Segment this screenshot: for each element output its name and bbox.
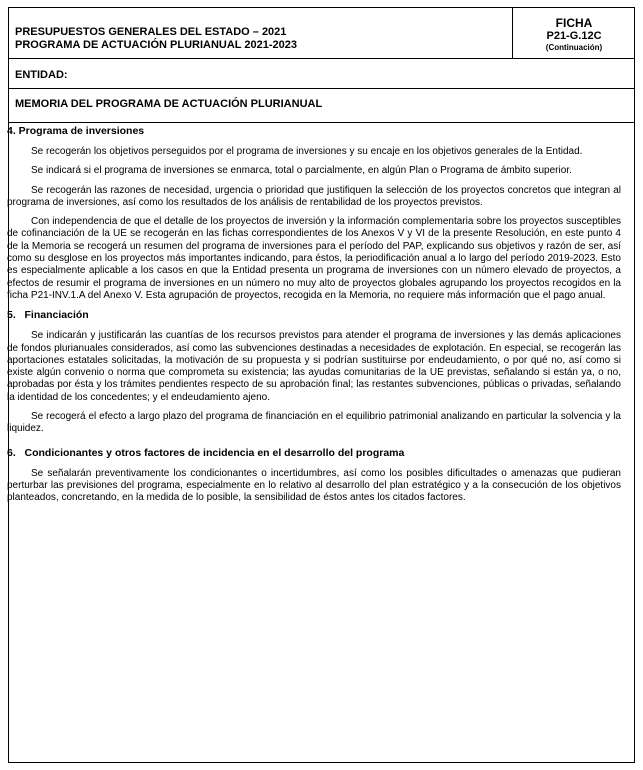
memoria-content bbox=[7, 125, 621, 512]
section-heading-6: 6. Condicionantes y otros factores de incidencia en el desarrollo del programa bbox=[7, 446, 405, 459]
form-header bbox=[9, 8, 634, 59]
section-5-paragraph: Se recogerá el efecto a largo plazo del programa de financiación en el equilibrio patrimonial analizando en particular la solvencia y la liquidez. bbox=[7, 411, 621, 435]
header-title bbox=[15, 26, 297, 52]
section-heading-4: 4. Programa de inversiones bbox=[7, 125, 145, 137]
header-line-1: PRESUPUESTOS GENERALES DEL ESTADO – 2021 bbox=[15, 26, 287, 38]
section-4-paragraph: Se indicará si el programa de inversiones se enmarca, total o parcialmente, en algún Plan o Programa de ámbito superior. bbox=[31, 165, 572, 177]
section-4-paragraph: Con independencia de que el detalle de los proyectos de inversión y la información complementaria sobre los proyectos susceptibles de cofinanciación de la UE se recogerán en las fichas correspondientes de los Anexos V y VI de la presente Resolución, en este punto 4 de la Memoria se recogerá un resumen del programa de inversiones para el período del PAP, explicando sus objetivos y razón de ser, así como su desglose en los proyectos más importantes indicando, para éstos, la periodificación anual a lo largo del período 2019-2023. Esto es especialmente aplicable a los casos en que la Entidad presenta un programa de inversiones con un número elevado de proyectos, a efectos de resumir el programa de inversiones en un número no muy alto de proyectos globales agrupando los proyectos recogidos en la ficha P21-INV.1.A del Anexo V. Esta agrupación de proyectos, recogida en la Memoria, no requiere más información que el pago anual. bbox=[7, 216, 621, 301]
header-line-2: PROGRAMA DE ACTUACIÓN PLURIANUAL 2021-2023 bbox=[15, 39, 297, 51]
section-heading-5: 5. Financiación bbox=[7, 309, 89, 322]
ficha-box bbox=[512, 8, 635, 58]
memoria-row bbox=[9, 88, 634, 123]
section-5-paragraph: Se indicarán y justificarán las cuantías de los recursos previstos para atender el programa de inversiones y las demás aplicaciones de fondos plurianuales considerados, así como las subvenciones destinadas a necesidades de explotación. En especial, se recogerán las aportaciones estatales solicitadas, la motivación de su propuesta y si podrían sustituirse por endeudamiento, o por qué no, así como si existe algún convenio o norma que comprometa su existencia; las ayudas comunitarias de la UE previstas, señalando si están ya, o no, aprobadas por ésta y los trámites pendientes respecto de su aprobación final; las restantes subvenciones, públicas o privadas, señalando la identidad de los concedentes; y el endeudamiento ajeno. bbox=[7, 330, 621, 403]
memoria-title: MEMORIA DEL PROGRAMA DE ACTUACIÓN PLURIANUAL bbox=[15, 98, 323, 110]
entidad-label: ENTIDAD: bbox=[15, 69, 68, 81]
ficha-code: P21-G.12C bbox=[546, 30, 602, 42]
entidad-row bbox=[9, 58, 634, 89]
ficha-note: (Continuación) bbox=[545, 43, 603, 52]
section-4-paragraph: Se recogerán los objetivos perseguidos por el programa de inversiones y su encaje en los objetivos generales de la Entidad. bbox=[31, 146, 583, 157]
ficha-label: FICHA bbox=[555, 16, 593, 30]
section-6-paragraph: Se señalarán preventivamente los condicionantes o incertidumbres, así como los posibles dificultades o amenazas que pudieran perturbar las previsiones del programa, especialmente en lo relativo al desarrollo del plan estratégico y a la consecución de los objetivos planteados, concretando, en la medida de lo posible, la sensibilidad de éstos antes los citados factores. bbox=[7, 467, 621, 504]
section-4-paragraph: Se recogerán las razones de necesidad, urgencia o prioridad que justifiquen la selección de los proyectos concretos que integran al programa de inversiones, así como los resultados de los análisis de rentabilidad de los proyectos previstos. bbox=[7, 184, 621, 208]
